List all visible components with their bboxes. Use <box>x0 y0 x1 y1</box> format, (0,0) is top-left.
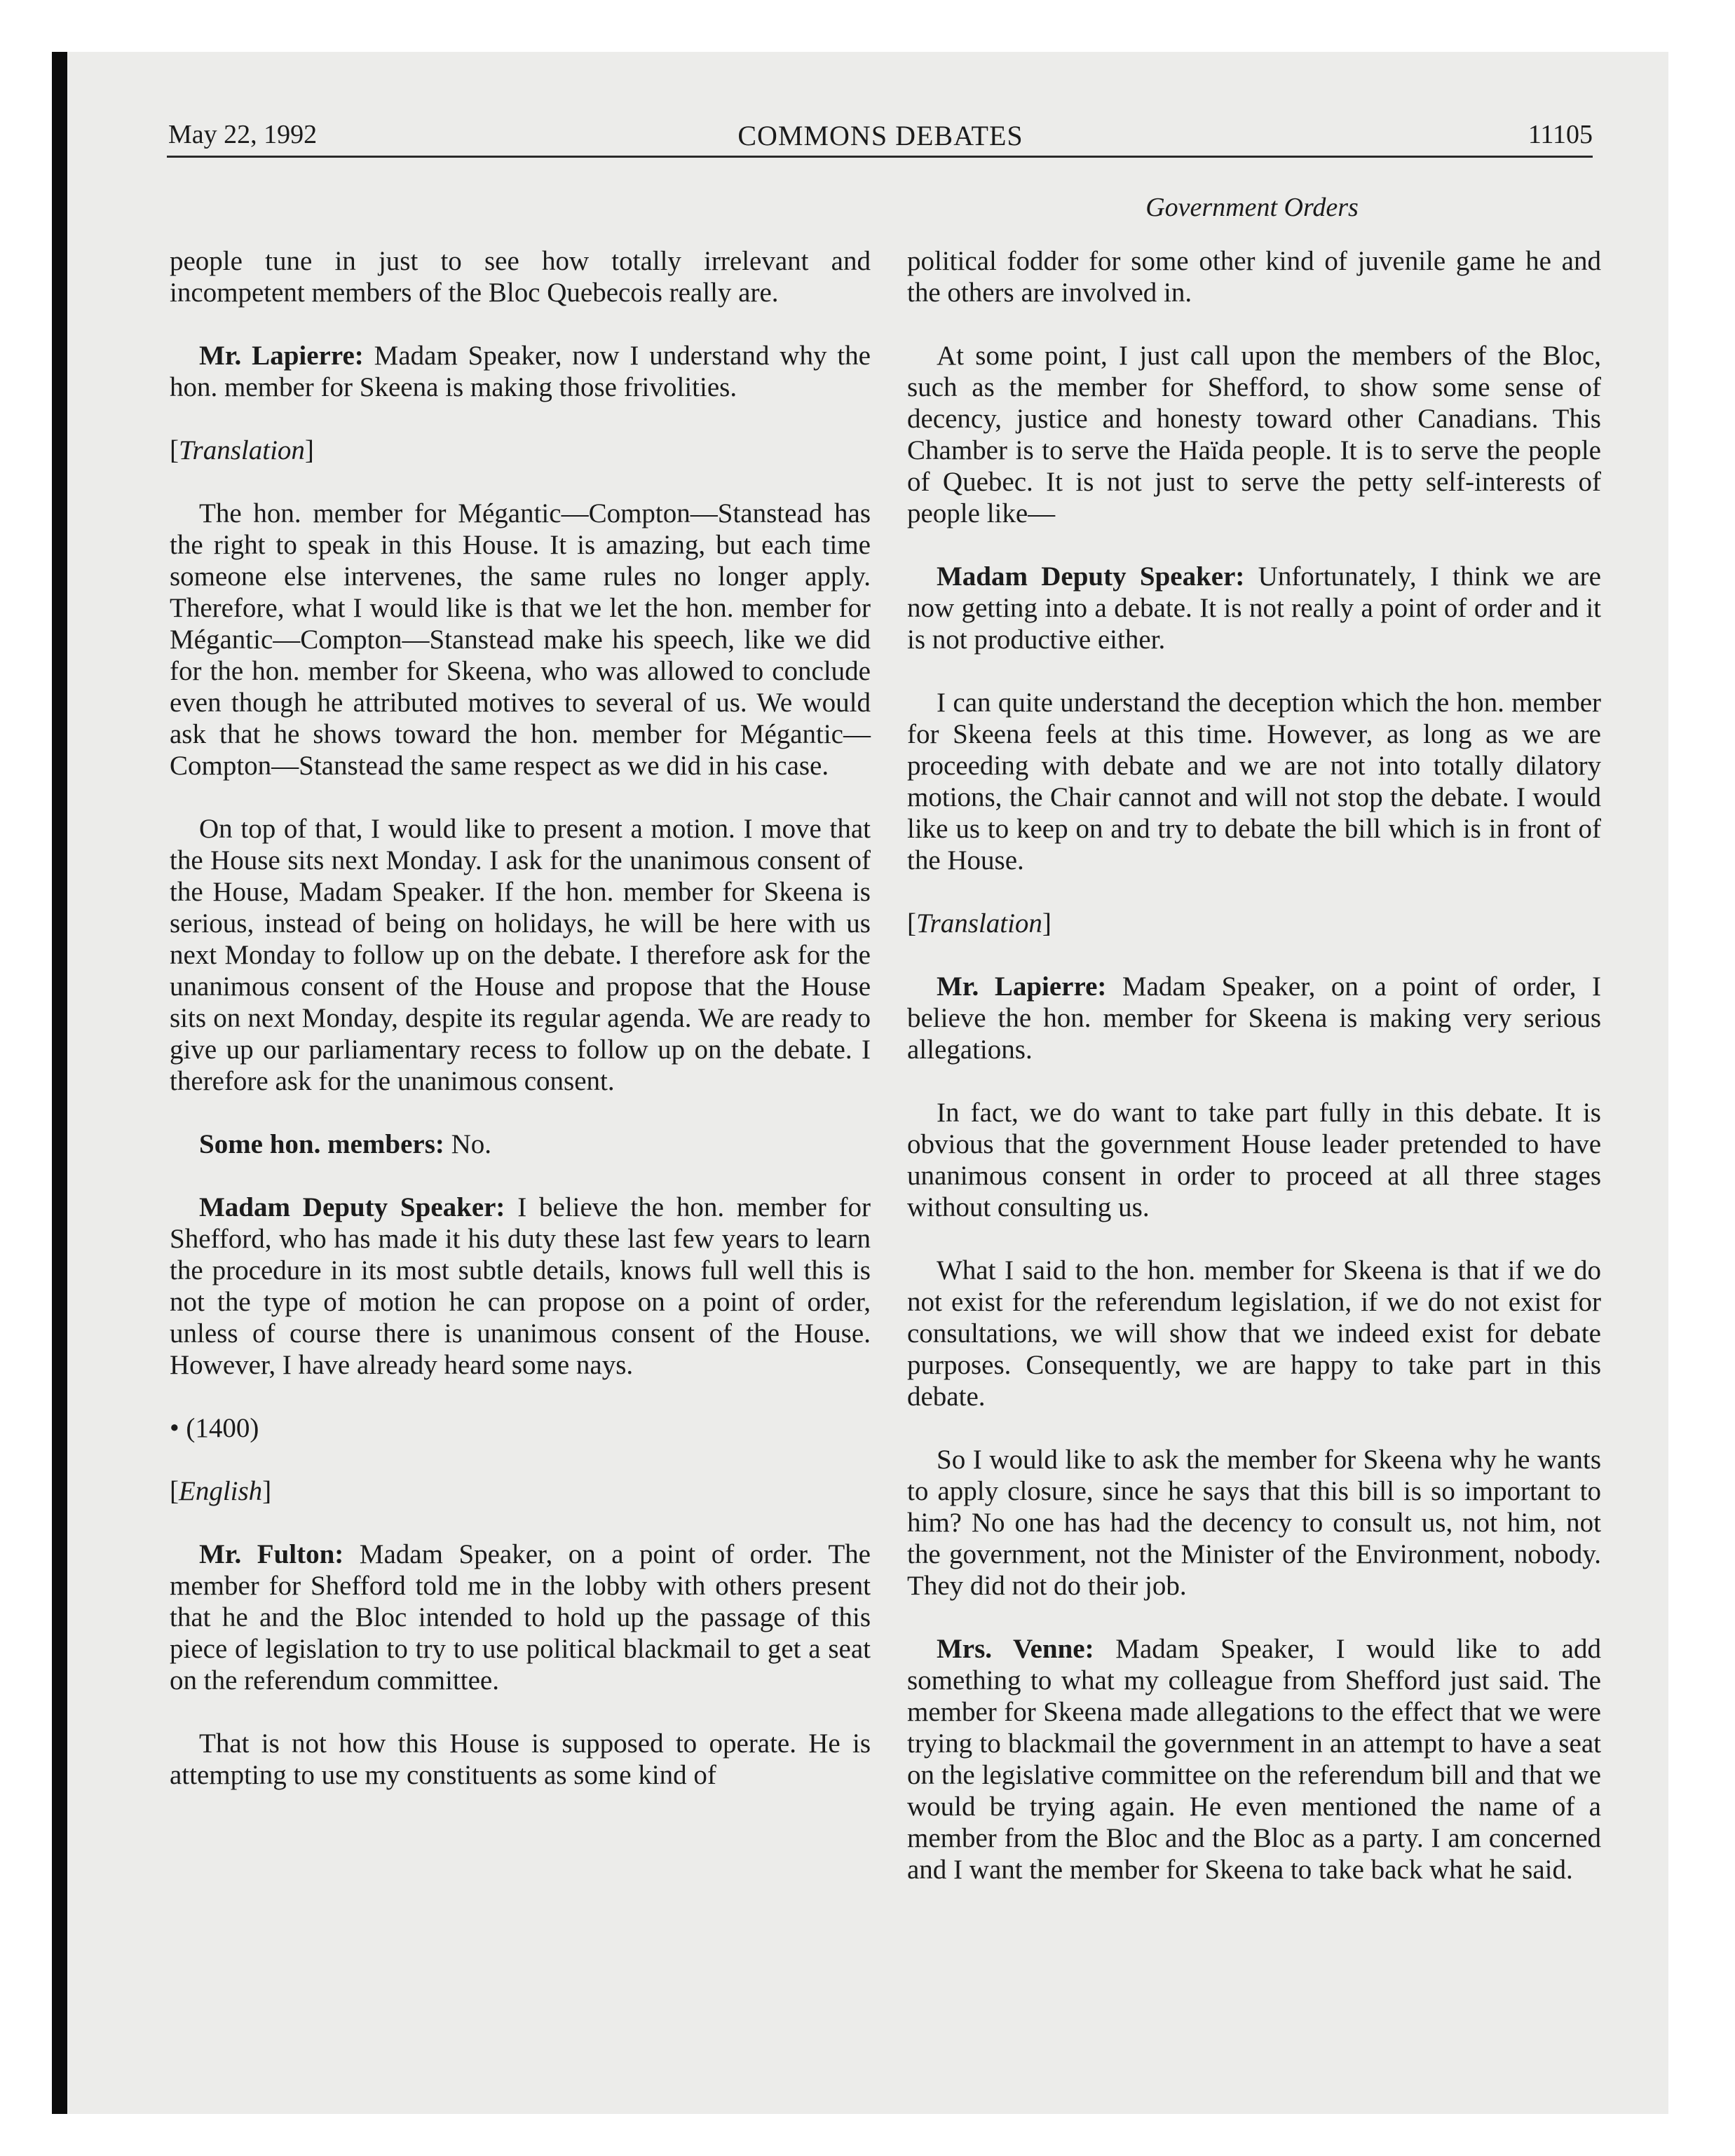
header-date: May 22, 1992 <box>168 120 318 149</box>
speech-text: I believe the hon. member for Shefford, who has made it his duty these last few years to learn the procedure in its most subtle details, knows full well this is not the type of motion he can propose on a point of order, unless of course there is unanimous consent of the House. However, I have already heard some nays. <box>170 1192 871 1380</box>
speech-text: Madam Speaker, now I understand why the hon. member for Skeena is making those frivolities. <box>170 341 871 402</box>
paragraph: political fodder for some other kind of juvenile game he and the others are involved in. <box>907 246 1601 308</box>
language-tag-text: Translation <box>916 908 1042 939</box>
paragraph: I can quite understand the deception which the hon. member for Skeena feels at this time. However, as long as we are proceeding with debate and we are not into totally dilatory motions, the Chair cannot and will not stop the debate. I would like us to keep on and try to debate the bill which is in front of the House. <box>907 688 1601 875</box>
language-tag: [Translation] <box>907 908 1052 939</box>
speech-text: Madam Speaker, I would like to add something to what my colleague from Shefford just said. The member for Skeena made allegations to the effect that we were trying to blackmail the government in an attempt to have a seat on the legislative committee on the referendum bill and that we would be trying again. He even mentioned the name of a member from the Bloc and the Bloc as a party. I am concerned and I want the member for Skeena to take back what he said. <box>907 1634 1601 1885</box>
speech-paragraph <box>170 1128 871 1160</box>
speaker-name: Mrs. Venne: <box>937 1634 1094 1664</box>
speech-paragraph <box>907 971 1601 1065</box>
language-tag: [English] <box>170 1476 272 1506</box>
time-marker: • (1400) <box>170 1413 259 1443</box>
speech-paragraph <box>170 340 871 403</box>
right-column <box>907 245 1601 1917</box>
speaker-name: Mr. Lapierre: <box>199 341 364 371</box>
speaker-name: Mr. Lapierre: <box>937 971 1107 1002</box>
speech-text: Unfortunately, I think we are now getting into a debate. It is not really a point of order and it is not productive either. <box>907 561 1601 655</box>
scan-edge <box>52 52 67 2114</box>
section-heading: Government Orders <box>1145 193 1359 222</box>
speech-text: No. <box>444 1129 492 1159</box>
speech-paragraph <box>907 1633 1601 1885</box>
running-header <box>168 115 1593 156</box>
speech-paragraph <box>170 1538 871 1696</box>
header-title: COMMONS DEBATES <box>737 120 1023 151</box>
speaker-name: Madam Deputy Speaker: <box>937 561 1245 592</box>
paragraph: The hon. member for Mégantic—Compton—Stanstead has the right to speak in this House. It is amazing, but each time someone else intervenes, the same rules no longer apply. Therefore, what I would like is that we let the hon. member for Mégantic—Compton—Stanstead make his speech, like we did for the hon. member for Skeena, who was allowed to conclude even though he attributed motives to several of us. We would ask that he shows toward the hon. member for Mégantic—Compton—Stanstead the same respect as we did in his case. <box>170 498 871 781</box>
paragraph: So I would like to ask the member for Skeena why he wants to apply closure, since he says that this bill is so important to him? No one has had the decency to consult us, not him, not the government, not the Minister of the Environment, nobody. They did not do their job. <box>907 1445 1601 1601</box>
speaker-name: Mr. Fulton: <box>199 1539 344 1569</box>
header-rule <box>167 156 1593 158</box>
paragraph: At some point, I just call upon the members of the Bloc, such as the member for Shefford, to show some sense of decency, justice and honesty toward other Canadians. This Chamber is to serve the Haïda people. It is to serve the people of Quebec. It is not just to serve the petty self-interests of people like— <box>907 341 1601 528</box>
language-tag-text: Translation <box>179 435 305 465</box>
speaker-name: Some hon. members: <box>199 1129 444 1159</box>
speech-text: Madam Speaker, on a point of order. The member for Shefford told me in the lobby with others present that he and the Bloc intended to hold up the passage of this piece of legislation to try to use political blackmail to get a seat on the referendum committee. <box>170 1539 871 1696</box>
language-tag-text: English <box>179 1476 263 1506</box>
speech-paragraph <box>907 561 1601 655</box>
speech-text: Madam Speaker, on a point of order, I believe the hon. member for Skeena is making very serious allegations. <box>907 971 1601 1065</box>
page-number: 11105 <box>1528 120 1593 149</box>
paragraph: What I said to the hon. member for Skeena is that if we do not exist for the referendum legislation, if we do not exist for consultations, we will show that we indeed exist for debate purposes. Consequently, we are happy to take part in this debate. <box>907 1255 1601 1412</box>
language-tag: [Translation] <box>170 435 314 465</box>
speech-paragraph <box>170 1192 871 1381</box>
paragraph: people tune in just to see how totally irrelevant and incompetent members of the Bloc Quebecois really are. <box>170 246 871 308</box>
paragraph: On top of that, I would like to present a motion. I move that the House sits next Monday. I ask for the unanimous consent of the House, Madam Speaker. If the hon. member for Skeena is serious, instead of being on holidays, he will be here with us next Monday to follow up on the debate. I therefore ask for the unanimous consent of the House and propose that the House sits on next Monday, despite its regular agenda. We are ready to give up our parliamentary recess to follow up on the debate. I therefore ask for the unanimous consent. <box>170 814 871 1096</box>
paragraph: That is not how this House is supposed to operate. He is attempting to use my constituents as some kind of <box>170 1728 871 1790</box>
left-column <box>170 245 871 1822</box>
paragraph: In fact, we do want to take part fully in this debate. It is obvious that the government House leader pretended to have unanimous consent in order to proceed at all three stages without consulting us. <box>907 1098 1601 1222</box>
speaker-name: Madam Deputy Speaker: <box>199 1192 505 1222</box>
